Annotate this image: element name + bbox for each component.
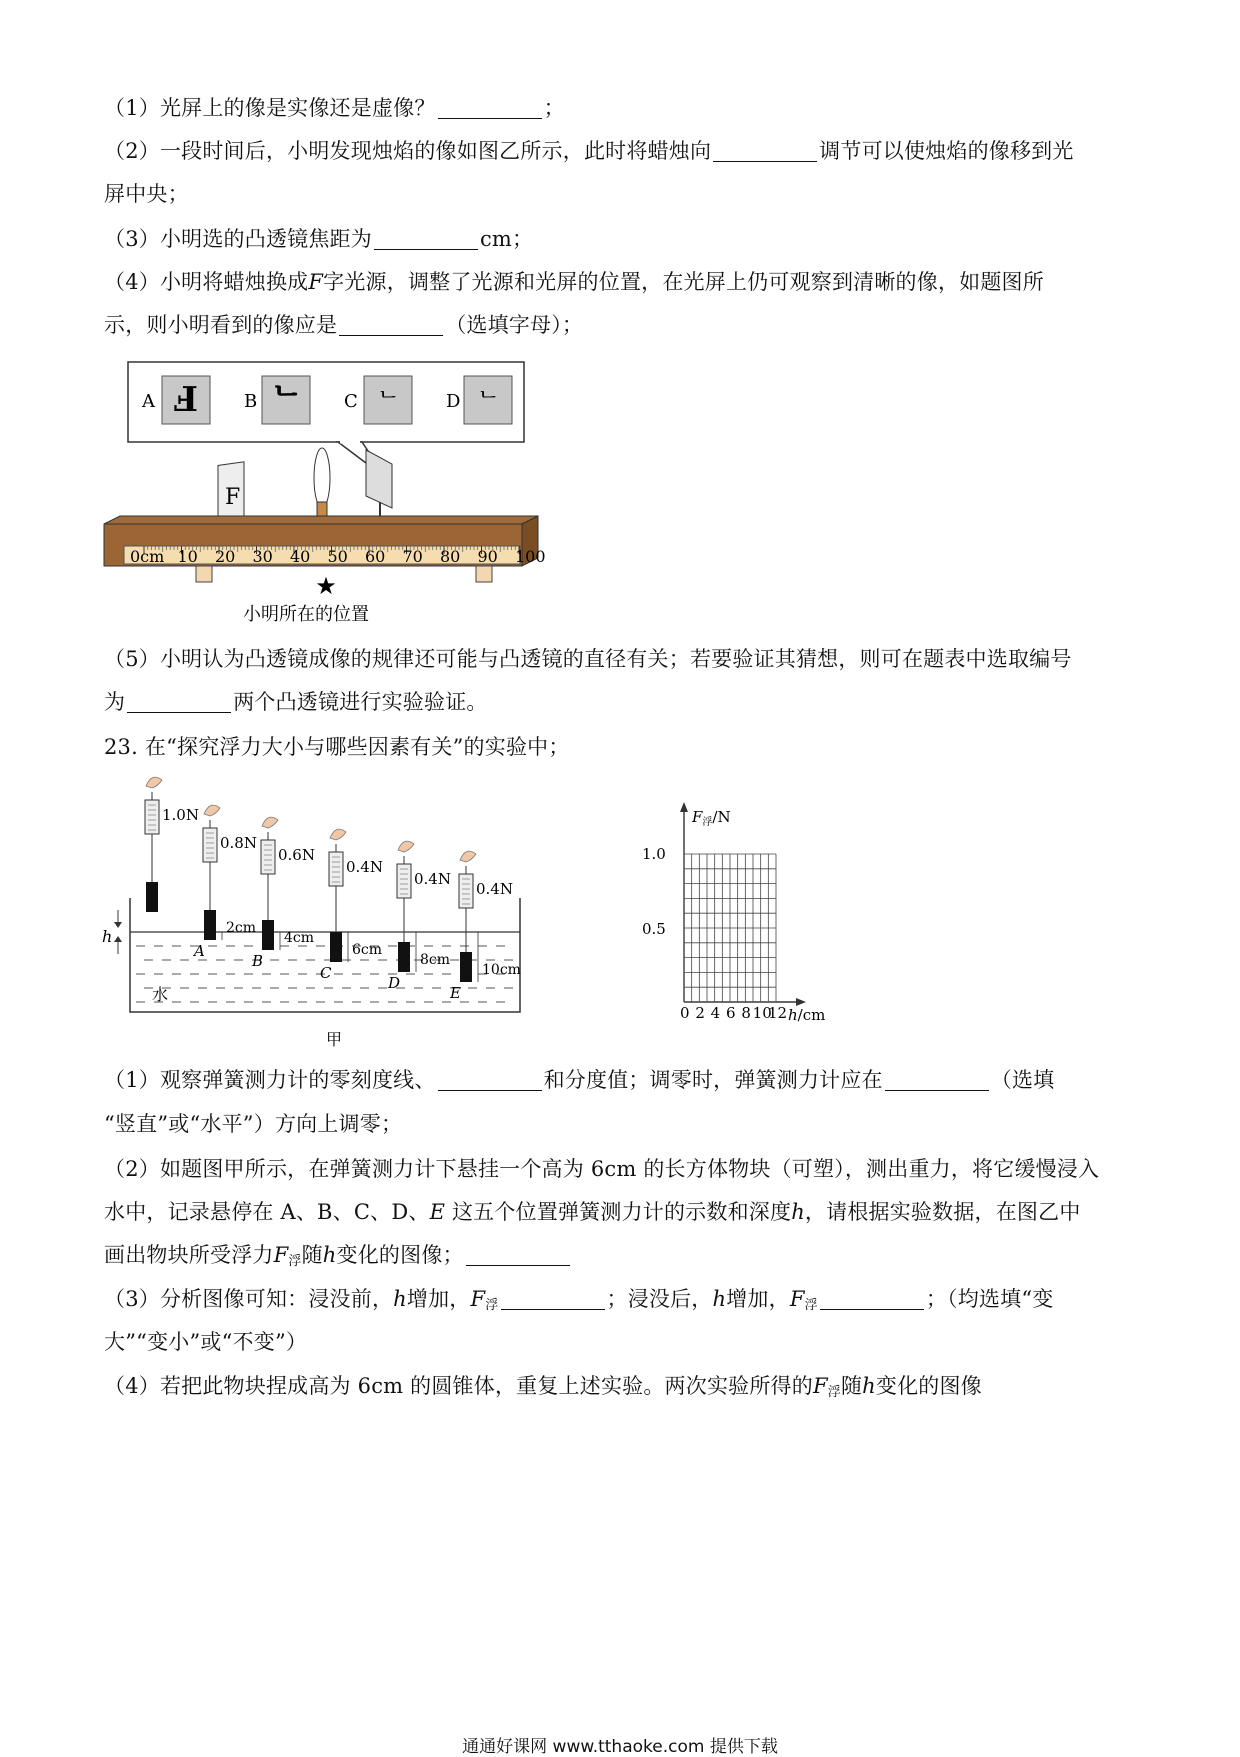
q22-part5-line1: （5）小明认为凸透镜成像的规律还可能与凸透镜的直径有关；若要验证其猜想，则可在题表中选取编号 bbox=[104, 647, 1072, 671]
x-tick: 8 bbox=[741, 1004, 751, 1022]
q23-part2-line1: （2）如题图甲所示，在弹簧测力计下悬挂一个高为 6cm 的长方体物块（可塑），测出重力，将它缓慢浸入 bbox=[104, 1157, 1100, 1181]
option-d-letter: D bbox=[446, 391, 461, 412]
x-tick: 6 bbox=[726, 1004, 736, 1022]
answer-blank[interactable] bbox=[127, 690, 231, 713]
hand-icon bbox=[146, 777, 162, 788]
page-footer: 通通好课网 www.tthaoke.com 提供下载 bbox=[462, 1737, 778, 1757]
ruler-label: 20 bbox=[215, 547, 236, 566]
y-tick-0.5: 0.5 bbox=[642, 920, 666, 938]
q23-part1-line2: “竖直”或“水平”）方向上调零； bbox=[104, 1112, 403, 1136]
scale-reading: 1.0N bbox=[162, 806, 199, 824]
option-a-letter: A bbox=[142, 391, 155, 412]
x-tick: 2 bbox=[695, 1004, 705, 1022]
option-c-letter: C bbox=[344, 391, 358, 412]
hand-icon bbox=[204, 805, 220, 816]
hand-icon bbox=[262, 817, 278, 828]
depth-label: 10cm bbox=[482, 962, 521, 978]
q22-part1: （1）光屏上的像是实像还是虚像？ ； bbox=[104, 96, 565, 120]
ruler-label: 60 bbox=[365, 547, 386, 566]
hand-icon bbox=[330, 829, 346, 840]
x-tick: 4 bbox=[710, 1004, 721, 1022]
water-label: 水 bbox=[152, 985, 169, 1004]
position-label: E bbox=[450, 984, 461, 1002]
depth-label: 4cm bbox=[284, 930, 315, 946]
answer-blank[interactable] bbox=[885, 1068, 989, 1091]
q23-part2-line3: 画出物块所受浮力$F_浮$随h变化的图像； bbox=[104, 1241, 572, 1276]
q22-part2-line1: （2）一段时间后，小明发现烛焰的像如图乙所示，此时将蜡烛向 调节可以使烛焰的像移到光 bbox=[104, 139, 1074, 163]
force-depth-grid bbox=[600, 796, 840, 1036]
hand-icon bbox=[460, 851, 476, 862]
x-tick: 10 bbox=[752, 1004, 772, 1022]
position-label: D bbox=[388, 974, 401, 992]
q23-part4: （4）若把此物块捏成高为 6cm 的圆锥体，重复上述实验。两次实验所得的$F_浮$随h变化的图像 bbox=[104, 1374, 982, 1400]
answer-blank[interactable] bbox=[339, 313, 443, 336]
y-tick-1.0: 1.0 bbox=[642, 845, 666, 863]
answer-blank[interactable] bbox=[466, 1243, 570, 1266]
block bbox=[204, 910, 216, 940]
q23-part2-line2: 水中，记录悬停在 A、B、C、D、E 这五个位置弹簧测力计的示数和深度h，请根据实验数据，在图乙中 bbox=[104, 1200, 1081, 1224]
answer-blank[interactable] bbox=[501, 1287, 605, 1310]
answer-blank[interactable] bbox=[713, 139, 817, 162]
ruler-label: 50 bbox=[327, 547, 348, 566]
scale-reading: 0.4N bbox=[476, 880, 513, 898]
x-tick: 12 bbox=[768, 1004, 788, 1022]
q22-part2-line2: 屏中央； bbox=[104, 182, 189, 206]
option-d-glyph: ᄂ bbox=[476, 388, 500, 416]
x-axis-label: h/cm bbox=[788, 1006, 826, 1024]
block bbox=[146, 882, 158, 912]
convex-lens bbox=[314, 448, 330, 508]
depth-label: 2cm bbox=[226, 920, 257, 936]
scale-reading: 0.8N bbox=[220, 834, 257, 852]
bench-top bbox=[104, 516, 538, 524]
q22-part4-line2: 示，则小明看到的像应是 （选填字母）； bbox=[104, 313, 584, 337]
h-label: h bbox=[102, 927, 113, 946]
q23-part3-line2: 大”“变小”或“不变”） bbox=[104, 1330, 308, 1354]
option-b-letter: B bbox=[244, 391, 258, 412]
ruler-label: 10 bbox=[177, 547, 198, 566]
optics-figure bbox=[100, 358, 550, 628]
y-axis-label: $F_浮/N$ bbox=[692, 808, 731, 828]
candle bbox=[317, 502, 327, 516]
x-tick: 0 bbox=[680, 1004, 690, 1022]
hand-icon bbox=[398, 841, 414, 852]
scale-reading: 0.4N bbox=[346, 858, 383, 876]
f-source-letter: F bbox=[225, 485, 241, 510]
position-label: C bbox=[320, 964, 332, 982]
ruler-label: 30 bbox=[252, 547, 273, 566]
block bbox=[330, 932, 342, 962]
scale-reading: 0.4N bbox=[414, 870, 451, 888]
block bbox=[460, 952, 472, 982]
q23-part3-line1: （3）分析图像可知：浸没前，h增加，$F_浮$ ；浸没后，h增加，$F_浮$ ；（均选填“变 bbox=[104, 1287, 1054, 1313]
block bbox=[262, 920, 274, 950]
option-c-glyph: ᄂ bbox=[376, 388, 400, 416]
star-marker: ★ bbox=[315, 572, 337, 600]
q22-part4-line1: （4）小明将蜡烛换成F字光源，调整了光源和光屏的位置，在光屏上仍可观察到清晰的像，如题图所 bbox=[104, 270, 1044, 294]
ruler-label: 90 bbox=[477, 547, 498, 566]
ruler-label: 0cm bbox=[130, 547, 165, 566]
q22-part3: （3）小明选的凸透镜焦距为 cm； bbox=[104, 227, 534, 251]
buoyancy-figure bbox=[96, 770, 586, 1050]
position-label: A bbox=[194, 942, 205, 960]
answer-blank[interactable] bbox=[438, 1068, 542, 1091]
q23-part1-line1: （1）观察弹簧测力计的零刻度线、 和分度值；调零时，弹簧测力计应在 （选填 bbox=[104, 1068, 1055, 1092]
option-b-glyph: ᄂ bbox=[269, 382, 303, 422]
depth-label: 6cm bbox=[352, 942, 383, 958]
depth-label: 8cm bbox=[420, 952, 451, 968]
q23-title: 23. 在“探究浮力大小与哪些因素有关”的实验中； bbox=[104, 735, 570, 759]
q22-part5-line2: 为 两个凸透镜进行实验验证。 bbox=[104, 690, 488, 714]
ruler-label: 70 bbox=[402, 547, 423, 566]
position-label: B bbox=[252, 952, 264, 970]
scale-reading: 0.6N bbox=[278, 846, 315, 864]
block bbox=[398, 942, 410, 972]
option-a-glyph: Ⅎ bbox=[173, 380, 199, 420]
answer-blank[interactable] bbox=[820, 1287, 924, 1310]
light-screen bbox=[366, 450, 392, 508]
answer-blank[interactable] bbox=[374, 227, 478, 250]
ruler-label: 100 bbox=[515, 547, 546, 566]
observer-label: 小明所在的位置 bbox=[243, 604, 369, 625]
figure-caption: 甲 bbox=[325, 1030, 343, 1049]
ruler-label: 40 bbox=[290, 547, 311, 566]
answer-blank[interactable] bbox=[438, 96, 542, 119]
ruler-label: 80 bbox=[440, 547, 461, 566]
